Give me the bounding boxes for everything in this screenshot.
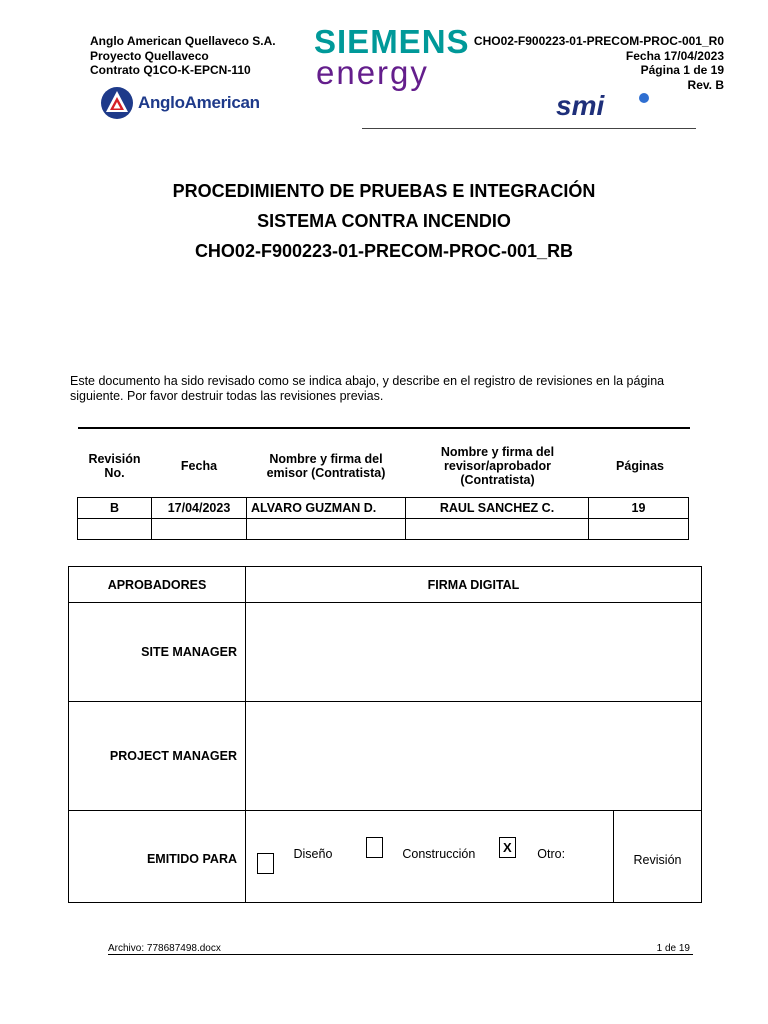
header-rule xyxy=(362,128,696,129)
doc-code: CHO02-F900223-01-PRECOM-PROC-001_R0 xyxy=(473,34,724,48)
table-row xyxy=(78,498,689,519)
otro-label: Otro: xyxy=(537,846,566,861)
empty-cell xyxy=(589,519,689,540)
table-row xyxy=(78,519,689,540)
header-doc-block xyxy=(474,34,724,92)
approvals-header-row xyxy=(69,567,702,603)
project-manager-signature-field[interactable] xyxy=(246,702,702,811)
emitido-label: EMITIDO PARA xyxy=(69,811,246,903)
anglo-american-emblem-icon xyxy=(100,86,134,120)
title-line-3: CHO02-F900223-01-PRECOM-PROC-001_RB xyxy=(194,241,574,261)
footer-rule xyxy=(108,954,693,955)
project-manager-row xyxy=(69,702,702,811)
empty-cell xyxy=(406,519,589,540)
construccion-checkbox[interactable] xyxy=(366,837,383,858)
rev-header-reviewer: Nombre y firma del revisor/aprobador (Contratista) xyxy=(440,445,555,487)
empty-cell xyxy=(247,519,406,540)
empty-cell xyxy=(152,519,247,540)
smi-logo xyxy=(554,90,654,125)
footer-page: 1 de 19 xyxy=(656,943,690,954)
rev-cell: B xyxy=(78,498,152,519)
reviewer-cell: RAUL SANCHEZ C. xyxy=(406,498,589,519)
doc-rev: Rev. B xyxy=(687,77,724,92)
emitido-options xyxy=(246,811,614,903)
digital-signature-header: FIRMA DIGITAL xyxy=(246,567,702,603)
rev-header-date: Fecha xyxy=(180,459,218,473)
contract-number: Contrato Q1CO-K-EPCN-110 xyxy=(90,63,251,77)
rev-header-revision: Revisión No. xyxy=(88,452,141,480)
energy-logo: energy xyxy=(316,54,429,91)
footer-filename: Archivo: 778687498.docx xyxy=(108,943,221,954)
header-company-block xyxy=(90,34,276,78)
doc-page: Página 1 de 19 xyxy=(640,63,724,77)
title-line-2: SISTEMA CONTRA INCENDIO xyxy=(257,211,511,231)
diseno-checkbox[interactable] xyxy=(257,853,274,874)
pages-cell: 19 xyxy=(589,498,689,519)
anglo-american-logo xyxy=(100,86,260,120)
revision-table xyxy=(77,497,689,540)
empty-cell xyxy=(78,519,152,540)
doc-date: Fecha 17/04/2023 xyxy=(625,48,724,63)
revision-label: Revisión xyxy=(614,811,702,903)
siemens-logo: SIEMENS xyxy=(314,23,470,60)
project-manager-label: PROJECT MANAGER xyxy=(69,702,246,811)
date-cell: 17/04/2023 xyxy=(152,498,247,519)
site-manager-label: SITE MANAGER xyxy=(69,603,246,702)
approvals-table xyxy=(68,566,702,903)
otro-checkbox[interactable]: X xyxy=(499,837,516,858)
approvers-header: APROBADORES xyxy=(69,567,246,603)
construccion-label: Construcción xyxy=(402,846,476,861)
intro-paragraph: Este documento ha sido revisado como se indica abajo, y describe en el registro de revisiones en la página siguiente. Por favor destruir todas las revisiones previas. xyxy=(70,374,665,403)
rev-header-issuer: Nombre y firma del emisor (Contratista) xyxy=(266,452,386,480)
site-manager-signature-field[interactable] xyxy=(246,603,702,702)
project-name: Proyecto Quellaveco xyxy=(90,48,209,63)
diseno-label: Diseño xyxy=(293,846,333,861)
site-manager-row xyxy=(69,603,702,702)
rev-header-pages: Páginas xyxy=(616,459,664,473)
revision-top-rule xyxy=(78,427,690,429)
smi-wordmark: smi xyxy=(556,90,605,120)
anglo-american-wordmark: AngloAmerican xyxy=(138,93,260,112)
issuer-cell: ALVARO GUZMAN D. xyxy=(247,498,406,519)
emitido-row xyxy=(69,811,702,903)
company-name: Anglo American Quellaveco S.A. xyxy=(90,34,276,48)
title-line-1: PROCEDIMIENTO DE PRUEBAS E INTEGRACIÓN xyxy=(172,181,596,201)
